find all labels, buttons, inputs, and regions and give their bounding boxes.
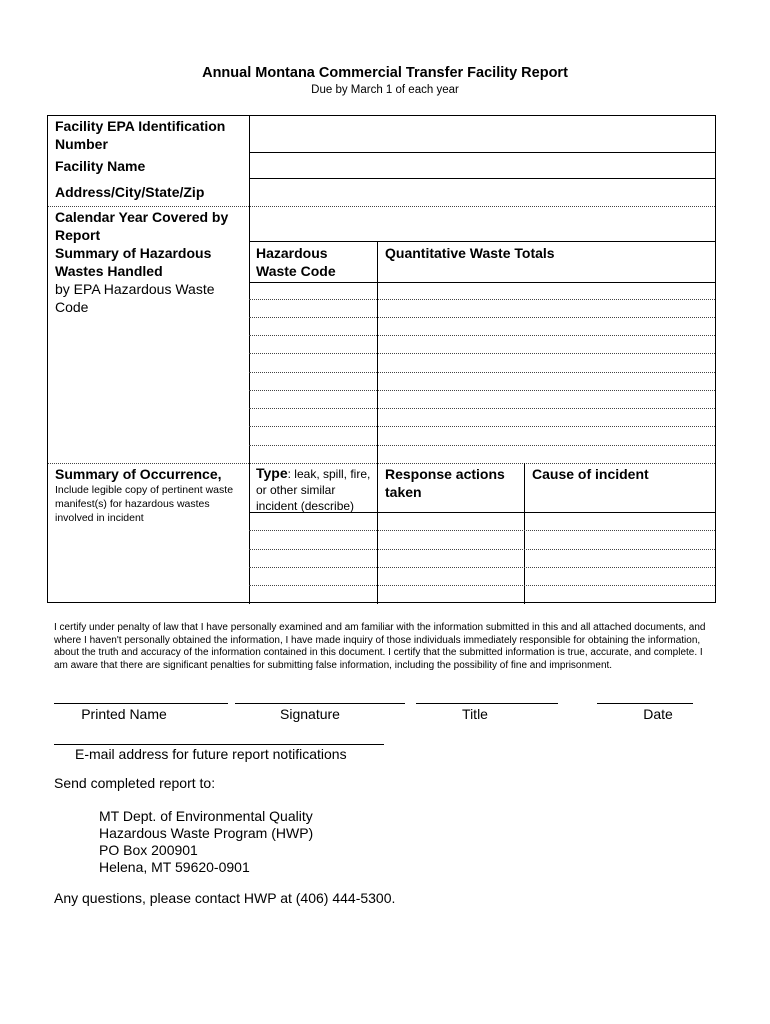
- col-type-heading: Type: [256, 465, 288, 481]
- contact-info: Any questions, please contact HWP at (406) 444-5300.: [54, 890, 396, 906]
- col-type: [256, 465, 374, 514]
- label-summary-occurrence: Summary of Occurrence,: [55, 466, 222, 482]
- row-divider: [249, 241, 715, 242]
- address-line-1: MT Dept. of Environmental Quality: [99, 808, 313, 824]
- label-facility-epa-id: Facility EPA Identification Number: [55, 118, 226, 152]
- col-quantitative-totals: Quantitative Waste Totals: [385, 245, 555, 261]
- calendar-year-field[interactable]: [250, 207, 715, 241]
- label-summary-hazardous-sub: by EPA Hazardous Waste Code: [55, 281, 215, 315]
- col-hazardous-waste-code: Hazardous Waste Code: [256, 245, 336, 279]
- hazardous-waste-code-fields[interactable]: [250, 283, 377, 463]
- col-type-description: : leak, spill, fire, or other similar incident (describe): [256, 467, 371, 513]
- section-divider: [48, 463, 715, 464]
- email-line[interactable]: [54, 744, 384, 745]
- printed-name-label: Printed Name: [81, 706, 167, 722]
- document-title: Annual Montana Commercial Transfer Facility Report: [202, 65, 568, 81]
- cause-of-incident-fields[interactable]: [525, 513, 715, 603]
- facility-name-field[interactable]: [250, 153, 715, 178]
- document-subtitle: Due by March 1 of each year: [311, 84, 459, 96]
- address-field[interactable]: [250, 179, 715, 206]
- date-label: Date: [643, 706, 673, 722]
- facility-epa-id-field[interactable]: [250, 116, 715, 152]
- label-address: Address/City/State/Zip: [55, 184, 205, 200]
- label-facility-name: Facility Name: [55, 158, 146, 174]
- col-cause-of-incident: Cause of incident: [532, 466, 649, 482]
- date-line[interactable]: [597, 703, 693, 704]
- address-line-3: PO Box 200901: [99, 842, 198, 858]
- title-label: Title: [462, 706, 488, 722]
- address-line-4: Helena, MT 59620-0901: [99, 859, 250, 875]
- certification-statement: I certify under penalty of law that I have personally examined and am familiar with the information submitted in this and all attached documents, and where I haven't personally obtained the information, I have made inquiry of those individuals immediately responsible for obtaining the information, about the truth and accuracy of the information contained in this document. I certify that the submitted information is true, accurate, and complete. I am aware that there are significant penalties for submitting false information, including the possibility of fine and imprisonment.: [54, 622, 706, 671]
- report-form-table: [47, 115, 716, 603]
- response-actions-fields[interactable]: [378, 513, 524, 603]
- signature-label: Signature: [280, 706, 340, 722]
- email-label: E-mail address for future report notifications: [75, 746, 347, 762]
- label-summary-hazardous: Summary of Hazardous Wastes Handled: [55, 245, 212, 279]
- col-response-actions: Response actions taken: [385, 466, 505, 500]
- incident-type-fields[interactable]: [250, 513, 377, 603]
- quantitative-totals-fields[interactable]: [378, 283, 715, 463]
- summary-occurrence-note: Include legible copy of pertinent waste manifest(s) for hazardous wastes involved in incident: [55, 484, 234, 524]
- signature-line[interactable]: [235, 703, 405, 704]
- title-line[interactable]: [416, 703, 558, 704]
- send-to-label: Send completed report to:: [54, 775, 216, 791]
- address-line-2: Hazardous Waste Program (HWP): [99, 825, 314, 841]
- printed-name-line[interactable]: [54, 703, 228, 704]
- label-calendar-year: Calendar Year Covered by Report: [55, 209, 229, 243]
